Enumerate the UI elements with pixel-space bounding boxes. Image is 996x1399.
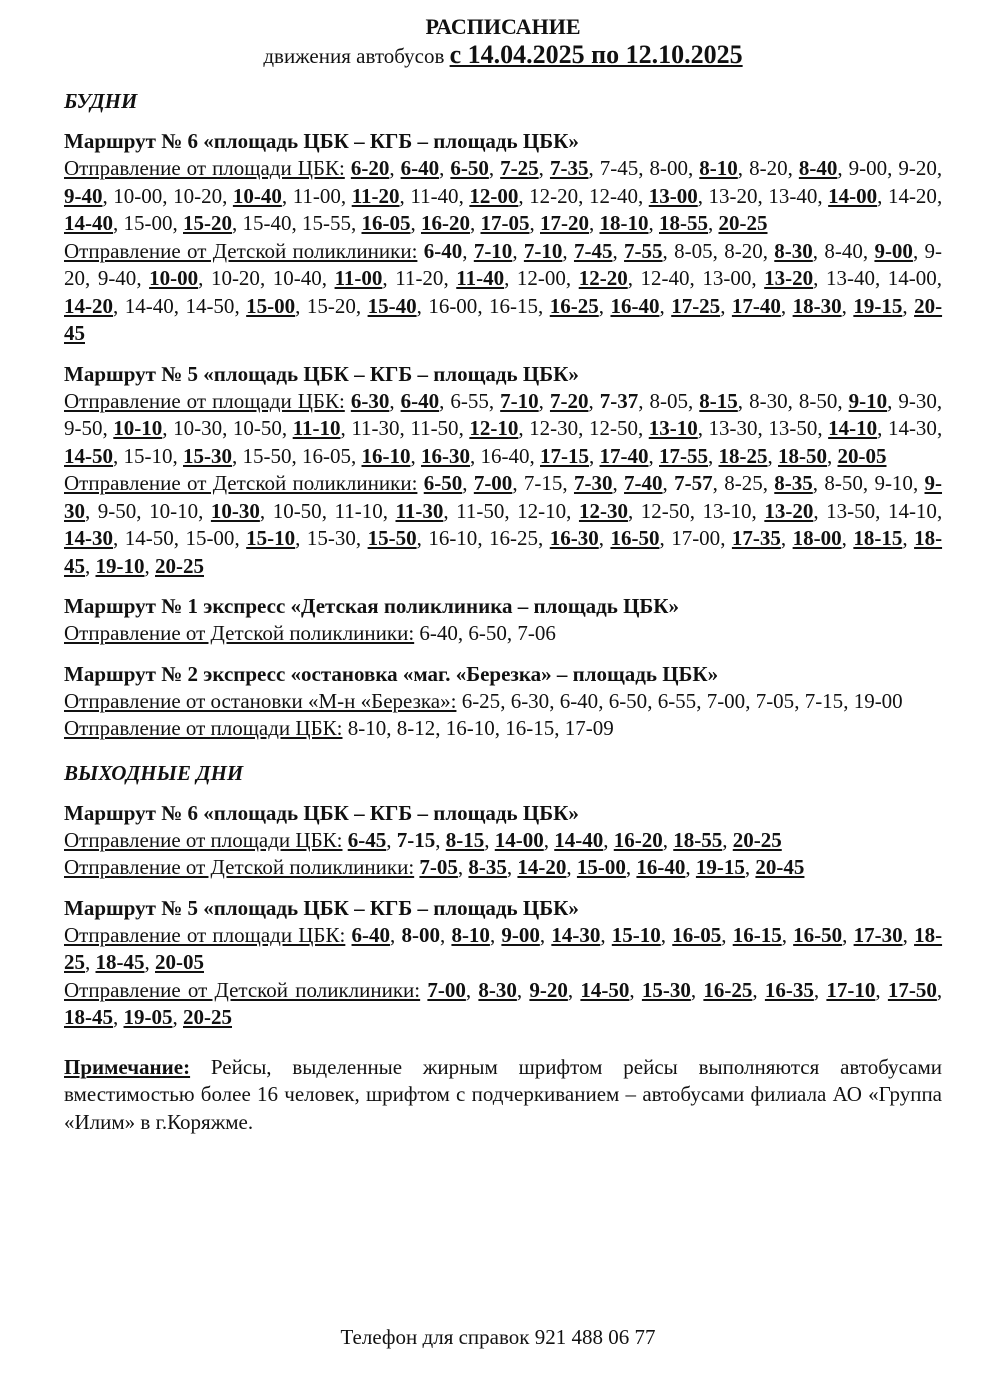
departure-time: 6-50 (608, 688, 648, 713)
departure-time: 20-45 (755, 855, 805, 879)
route-title: Маршрут № 2 экспресс «остановка «маг. «Березка» – площадь ЦБК» (64, 661, 719, 686)
departure-time: 13-40 (768, 183, 818, 208)
departure-time: 11-40 (410, 183, 459, 208)
departure-label: Отправление от Детской поликлиники: (64, 238, 418, 263)
departure-time: 14-00 (494, 827, 544, 852)
departure-time: 7-30 (573, 471, 613, 495)
departure-time: 17-05 (480, 211, 530, 235)
departure-time: 18-25 (718, 443, 768, 468)
departure-time: 14-30 (64, 526, 113, 550)
schedule-page (64, 14, 942, 1136)
departure-time: 12-10 (469, 416, 519, 440)
departure-time: 14-20 (64, 293, 113, 318)
departure-time: 18-50 (778, 443, 827, 468)
departure-time: 14-40 (64, 211, 113, 235)
departure-time: 8-12 (396, 716, 436, 740)
departure-label: Отправление от Детской поликлиники: (64, 621, 415, 645)
departure-time: 10-00 (149, 266, 199, 290)
departure-label: Отправление от площади ЦБК: (64, 388, 345, 413)
departure-time: 12-40 (640, 266, 690, 290)
departure-time: 6-40 (559, 688, 599, 713)
departure-time: 14-50 (64, 443, 113, 468)
departure-time: 16-50 (610, 526, 660, 550)
departure-label: Отправление от Детской поликлиники: (64, 855, 415, 879)
departure-time: 18-45 (64, 1005, 113, 1029)
departure-time: 7-10 (500, 388, 539, 413)
departure-time: 19-05 (123, 1005, 173, 1029)
departure-time: 20-25 (183, 1005, 232, 1029)
departure-time: 10-30 (173, 416, 223, 440)
departure-time: 12-40 (588, 183, 638, 208)
departure-time: 20-25 (732, 827, 782, 852)
departure-time: 8-40 (824, 238, 863, 263)
departure-time: 14-30 (551, 922, 601, 947)
departure-time: 18-55 (659, 211, 708, 235)
departure-time: 20-25 (718, 211, 768, 235)
departure-time: 8-30 (478, 977, 517, 1002)
departure-time: 16-20 (421, 211, 470, 235)
departure-time: 8-25 (724, 471, 763, 495)
departure-time: 15-00 (185, 526, 235, 550)
departure-time: 14-00 (887, 266, 937, 290)
departure-time: 6-25 (461, 688, 501, 713)
weekdays-routes (64, 127, 942, 743)
departure-time: 14-00 (828, 183, 878, 208)
departure-time: 16-15 (505, 716, 555, 740)
departure-time: 6-50 (450, 156, 489, 180)
departure-time: 16-50 (793, 922, 843, 947)
departure-time: 6-55 (657, 688, 697, 713)
departure-time: 8-10 (347, 716, 387, 740)
departure-time: 9-10 (848, 388, 888, 413)
departure-line: Отправление от Детской поликлиники: 6-40, 6-50, 7-06 (64, 621, 556, 645)
departure-time: 11-10 (334, 498, 383, 523)
departure-time: 16-30 (421, 443, 470, 468)
departure-line: Отправление от Детской поликлиники: 6-50, 7-00, 7-15, 7-30, 7-40, 7-57, 8-25, 8-35, 8-50, 9-10, 9-30, 9-50, 10-10, 10-30, 10-50, 11-10, 11-30, 11-50, 12-10, 12-30, 12-50, 13-10, 13-20, 13-50, 14-10, 14-30, 14-50, 15-00, 15-10, 15-30, 15-50, 16-10, 16-25, 16-30, 16-50, 17-00, 17-35, 18-00, 18-15, 18-45, 19-10, 20-25 (64, 471, 943, 578)
departure-time: 15-10 (246, 526, 296, 550)
departure-time: 7-45 (599, 156, 639, 180)
departure-time: 18-45 (64, 526, 943, 578)
departure-time: 6-50 (468, 621, 507, 645)
departure-time: 16-10 (445, 716, 495, 740)
departure-time: 7-00 (427, 977, 466, 1002)
departure-time: 11-20 (395, 266, 444, 290)
departure-time: 15-30 (183, 443, 232, 468)
departure-time: 18-15 (853, 526, 903, 550)
departure-time: 16-20 (613, 827, 663, 852)
departure-time: 9-20 (64, 238, 943, 290)
departure-time: 6-40 (423, 238, 463, 263)
departure-time: 15-20 (183, 211, 232, 235)
route-block (64, 894, 942, 1032)
departure-label: Отправление от площади ЦБК: (64, 827, 343, 852)
departure-time: 6-30 (510, 688, 550, 713)
departure-time: 6-40 (400, 388, 440, 413)
departure-time: 13-30 (708, 416, 758, 440)
section-weekdays: БУДНИ (64, 89, 138, 113)
departure-time: 9-40 (97, 266, 137, 290)
departure-time: 13-20 (764, 266, 814, 290)
departure-line: Отправление от остановки «М-н «Березка»: 6-25, 6-30, 6-40, 6-50, 6-55, 7-00, 7-05, 7-15, 19-00 (64, 688, 903, 713)
route-block (64, 127, 942, 348)
departure-time: 19-15 (853, 293, 903, 318)
departure-time: 16-25 (549, 293, 599, 318)
schedule-period: с 14.04.2025 по 12.10.2025 (449, 40, 743, 69)
departure-time: 12-00 (469, 183, 519, 208)
departure-time: 13-50 (826, 498, 876, 523)
departure-time: 14-40 (124, 293, 174, 318)
departure-time: 15-55 (302, 211, 351, 235)
departure-time: 9-50 (97, 498, 137, 523)
departure-time: 7-57 (674, 471, 713, 495)
departure-time: 13-10 (702, 498, 752, 523)
route-block (64, 360, 942, 581)
departure-time: 8-20 (724, 238, 763, 263)
departure-time: 7-06 (517, 621, 556, 645)
departure-time: 7-15 (804, 688, 844, 713)
departure-time: 18-45 (95, 950, 145, 974)
departure-time: 11-00 (292, 183, 341, 208)
departure-time: 14-20 (517, 855, 567, 879)
departure-time: 7-00 (706, 688, 746, 713)
departure-time: 16-05 (672, 922, 722, 947)
departure-time: 16-15 (732, 922, 782, 947)
departure-label: Отправление от площади ЦБК: (64, 716, 343, 740)
departure-time: 16-00 (428, 293, 478, 318)
departure-time: 8-35 (774, 471, 813, 495)
departure-time: 7-05 (419, 855, 458, 879)
departure-time: 10-10 (113, 416, 163, 440)
section-weekends: ВЫХОДНЫЕ ДНИ (64, 760, 244, 785)
departure-time: 10-50 (232, 416, 282, 440)
departure-time: 15-50 (367, 526, 417, 550)
departure-time: 12-20 (578, 266, 628, 290)
departure-time: 14-10 (887, 498, 937, 523)
departure-time: 9-00 (501, 922, 540, 947)
departure-time: 20-45 (64, 293, 943, 345)
note-label: Примечание: (64, 1054, 191, 1079)
departure-time: 12-30 (529, 416, 579, 440)
departure-time: 16-05 (302, 443, 351, 468)
route-title: Маршрут № 1 экспресс «Детская поликлиника – площадь ЦБК» (64, 594, 680, 618)
departure-time: 12-10 (517, 498, 567, 523)
departure-time: 19-10 (95, 553, 145, 578)
departure-time: 12-20 (529, 183, 579, 208)
departure-time: 17-00 (671, 526, 721, 550)
departure-label: Отправление от площади ЦБК: (64, 156, 345, 180)
departure-time: 18-10 (599, 211, 649, 235)
departure-line: Отправление от Детской поликлиники: 7-00, 8-30, 9-20, 14-50, 15-30, 16-25, 16-35, 17-10, 17-50, 18-45, 19-05, 20-25 (64, 977, 943, 1029)
departure-time: 20-05 (155, 950, 204, 974)
departure-time: 7-15 (523, 471, 563, 495)
departure-time: 15-30 (306, 526, 356, 550)
departure-time: 7-20 (549, 388, 589, 413)
departure-time: 16-10 (428, 526, 478, 550)
departure-label: Отправление от остановки «М-н «Березка»: (64, 688, 457, 713)
departure-time: 7-35 (549, 156, 589, 180)
departure-time: 16-25 (489, 526, 539, 550)
departure-time: 20-25 (155, 553, 204, 578)
route-title: Маршрут № 5 «площадь ЦБК – КГБ – площадь ЦБК» (64, 895, 579, 920)
departure-time: 13-00 (702, 266, 752, 290)
departure-time: 14-10 (828, 416, 878, 440)
departure-time: 15-00 (576, 855, 626, 879)
departure-time: 15-50 (242, 443, 292, 468)
subtitle-prefix: движения автобусов (263, 44, 445, 68)
departure-time: 13-40 (825, 266, 875, 290)
departure-time: 8-30 (749, 388, 788, 413)
departure-time: 8-05 (674, 238, 713, 263)
departure-time: 18-30 (792, 293, 842, 318)
departure-label: Отправление от площади ЦБК: (64, 922, 346, 947)
departure-time: 16-35 (764, 977, 814, 1002)
footnote (64, 1054, 942, 1137)
departure-time: 10-50 (272, 498, 322, 523)
departure-time: 17-09 (564, 716, 614, 740)
departure-time: 15-10 (611, 922, 661, 947)
departure-time: 11-50 (410, 416, 459, 440)
departure-time: 11-30 (395, 498, 444, 523)
departure-time: 16-25 (703, 977, 753, 1002)
departure-line: Отправление от площади ЦБК: 6-40, 8-00, 8-10, 9-00, 14-30, 15-10, 16-05, 16-15, 16-50, 17-30, 18-25, 18-45, 20-05 (64, 922, 943, 974)
departure-time: 7-40 (624, 471, 663, 495)
departure-time: 8-50 (798, 388, 838, 413)
departure-time: 15-20 (306, 293, 356, 318)
departure-line: Отправление от площади ЦБК: 6-30, 6-40, 6-55, 7-10, 7-20, 7-37, 8-05, 8-15, 8-30, 8-50, 9-10, 9-30, 9-50, 10-10, 10-30, 10-50, 11-10, 11-30, 11-50, 12-10, 12-30, 12-50, 13-10, 13-30, 13-50, 14-10, 14-30, 14-50, 15-10, 15-30, 15-50, 16-05, 16-10, 16-30, 16-40, 17-15, 17-40, 17-55, 18-25, 18-50, 20-05 (64, 388, 943, 468)
departure-time: 8-10 (699, 156, 738, 180)
departure-time: 8-30 (774, 238, 813, 263)
departure-time: 16-05 (361, 211, 411, 235)
departure-time: 10-40 (272, 266, 322, 290)
departure-time: 6-40 (400, 156, 440, 180)
departure-time: 15-00 (246, 293, 296, 318)
departure-time: 17-25 (671, 293, 721, 318)
route-block (64, 660, 942, 743)
departure-time: 9-30 (64, 471, 943, 523)
departure-time: 7-15 (396, 827, 436, 852)
route-block (64, 799, 942, 882)
departure-time: 9-20 (529, 977, 568, 1002)
departure-time: 11-30 (351, 416, 400, 440)
departure-time: 17-40 (731, 293, 781, 318)
departure-time: 7-05 (755, 688, 795, 713)
departure-time: 7-55 (624, 238, 663, 263)
departure-time: 16-40 (480, 443, 530, 468)
departure-time: 14-30 (887, 416, 937, 440)
departure-line: Отправление от Детской поликлиники: 6-40, 7-10, 7-10, 7-45, 7-55, 8-05, 8-20, 8-30, 8-40, 9-00, 9-20, 9-40, 10-00, 10-20, 10-40, 11-00, 11-20, 11-40, 12-00, 12-20, 12-40, 13-00, 13-20, 13-40, 14-00, 14-20, 14-40, 14-50, 15-00, 15-20, 15-40, 16-00, 16-15, 16-25, 16-40, 17-25, 17-40, 18-30, 19-15, 20-45 (64, 238, 943, 345)
departure-time: 6-40 (419, 621, 458, 645)
departure-time: 15-40 (242, 211, 292, 235)
departure-time: 15-00 (123, 211, 173, 235)
departure-time: 12-50 (588, 416, 638, 440)
departure-time: 10-40 (232, 183, 282, 208)
weekends-routes (64, 799, 942, 1032)
departure-time: 17-55 (659, 443, 708, 468)
departure-time: 17-15 (540, 443, 589, 468)
departure-time: 9-50 (64, 416, 103, 440)
departure-time: 8-40 (798, 156, 838, 180)
departure-time: 13-20 (708, 183, 758, 208)
departure-time: 11-10 (292, 416, 341, 440)
departure-time: 6-20 (350, 156, 390, 180)
departure-time: 8-00 (649, 156, 689, 180)
departure-time: 16-10 (361, 443, 411, 468)
departure-time: 6-40 (351, 922, 391, 947)
departure-time: 19-00 (853, 688, 903, 713)
departure-time: 9-00 (874, 238, 913, 263)
departure-time: 17-50 (887, 977, 937, 1002)
route-title: Маршрут № 6 «площадь ЦБК – КГБ – площадь ЦБК» (64, 129, 579, 153)
departure-time: 7-10 (523, 238, 563, 263)
departure-time: 9-20 (898, 156, 937, 180)
departure-label: Отправление от Детской поликлиники: (64, 471, 418, 495)
departure-time: 8-15 (699, 388, 738, 413)
departure-time: 9-40 (64, 183, 103, 208)
departure-time: 14-40 (554, 827, 604, 852)
departure-time: 7-37 (599, 388, 639, 413)
departure-time: 13-10 (648, 416, 698, 440)
departure-time: 13-00 (648, 183, 698, 208)
departure-time: 14-50 (124, 526, 174, 550)
departure-time: 17-35 (731, 526, 781, 550)
departure-time: 8-00 (401, 922, 440, 947)
departure-time: 9-30 (898, 388, 937, 413)
departure-time: 8-35 (468, 855, 507, 879)
page-title: РАСПИСАНИЕ (425, 14, 581, 39)
departure-time: 15-40 (367, 293, 417, 318)
departure-time: 10-30 (210, 498, 260, 523)
departure-time: 12-50 (640, 498, 690, 523)
departure-time: 11-40 (456, 266, 505, 290)
departure-time: 19-15 (695, 855, 745, 879)
departure-time: 18-55 (673, 827, 723, 852)
departure-time: 8-10 (451, 922, 490, 947)
departure-time: 11-20 (351, 183, 400, 208)
departure-time: 14-50 (185, 293, 235, 318)
departure-time: 10-20 (210, 266, 260, 290)
departure-time: 17-20 (540, 211, 589, 235)
departure-time: 16-15 (489, 293, 539, 318)
departure-time: 15-30 (641, 977, 691, 1002)
departure-time: 7-25 (500, 156, 539, 180)
departure-time: 16-30 (549, 526, 599, 550)
departure-time: 14-20 (887, 183, 937, 208)
departure-time: 7-10 (473, 238, 513, 263)
phone-info: Телефон для справок 921 488 06 77 (340, 1325, 656, 1349)
departure-time: 17-40 (599, 443, 649, 468)
departure-time: 9-10 (874, 471, 913, 495)
departure-time: 6-45 (347, 827, 387, 852)
departure-time: 10-20 (173, 183, 223, 208)
route-title: Маршрут № 6 «площадь ЦБК – КГБ – площадь ЦБК» (64, 800, 579, 825)
departure-time: 10-00 (113, 183, 163, 208)
departure-time: 6-30 (350, 388, 390, 413)
departure-time: 14-50 (580, 977, 630, 1002)
departure-line: Отправление от площади ЦБК: 6-20, 6-40, 6-50, 7-25, 7-35, 7-45, 8-00, 8-10, 8-20, 8-40, 9-00, 9-20, 9-40, 10-00, 10-20, 10-40, 11-00, 11-20, 11-40, 12-00, 12-20, 12-40, 13-00, 13-20, 13-40, 14-00, 14-20, 14-40, 15-00, 15-20, 15-40, 15-55, 16-05, 16-20, 17-05, 17-20, 18-10, 18-55, 20-25 (64, 156, 943, 235)
departure-time: 13-20 (764, 498, 814, 523)
departure-line: Отправление от Детской поликлиники: 7-05, 8-35, 14-20, 15-00, 16-40, 19-15, 20-45 (64, 855, 805, 879)
departure-time: 18-00 (792, 526, 842, 550)
departure-time: 7-00 (473, 471, 513, 495)
departure-time: 10-10 (149, 498, 199, 523)
departure-time: 8-05 (649, 388, 689, 413)
route-title: Маршрут № 5 «площадь ЦБК – КГБ – площадь ЦБК» (64, 361, 579, 386)
departure-time: 11-50 (456, 498, 505, 523)
departure-time: 12-00 (516, 266, 566, 290)
departure-time: 16-40 (610, 293, 660, 318)
departure-line: Отправление от площади ЦБК: 8-10, 8-12, 16-10, 16-15, 17-09 (64, 716, 614, 740)
departure-time: 18-25 (64, 922, 943, 974)
departure-time: 8-15 (445, 827, 485, 852)
departure-time: 16-40 (636, 855, 686, 879)
departure-line: Отправление от площади ЦБК: 6-45, 7-15, 8-15, 14-00, 14-40, 16-20, 18-55, 20-25 (64, 827, 782, 852)
departure-time: 12-30 (578, 498, 628, 523)
departure-time: 20-05 (837, 443, 887, 468)
departure-time: 6-50 (423, 471, 463, 495)
departure-label: Отправление от Детской поликлиники: (64, 977, 421, 1002)
departure-time: 8-50 (824, 471, 863, 495)
departure-time: 13-50 (768, 416, 818, 440)
departure-time: 6-55 (450, 388, 489, 413)
departure-time: 17-10 (826, 977, 876, 1002)
departure-time: 17-30 (853, 922, 903, 947)
departure-time: 7-45 (573, 238, 613, 263)
page-subtitle (64, 40, 942, 71)
departure-time: 9-00 (848, 156, 888, 180)
route-block (64, 592, 942, 648)
departure-time: 8-20 (749, 156, 788, 180)
departure-time: 11-00 (334, 266, 383, 290)
note-text: Рейсы, выделенные жирным шрифтом рейсы выполняются автобусами вместимостью более 16 человек, шрифтом с подчеркиванием – автобусами филиала АО «Группа «Илим» в г.Коряжме. (64, 1054, 943, 1134)
departure-time: 15-10 (123, 443, 173, 468)
